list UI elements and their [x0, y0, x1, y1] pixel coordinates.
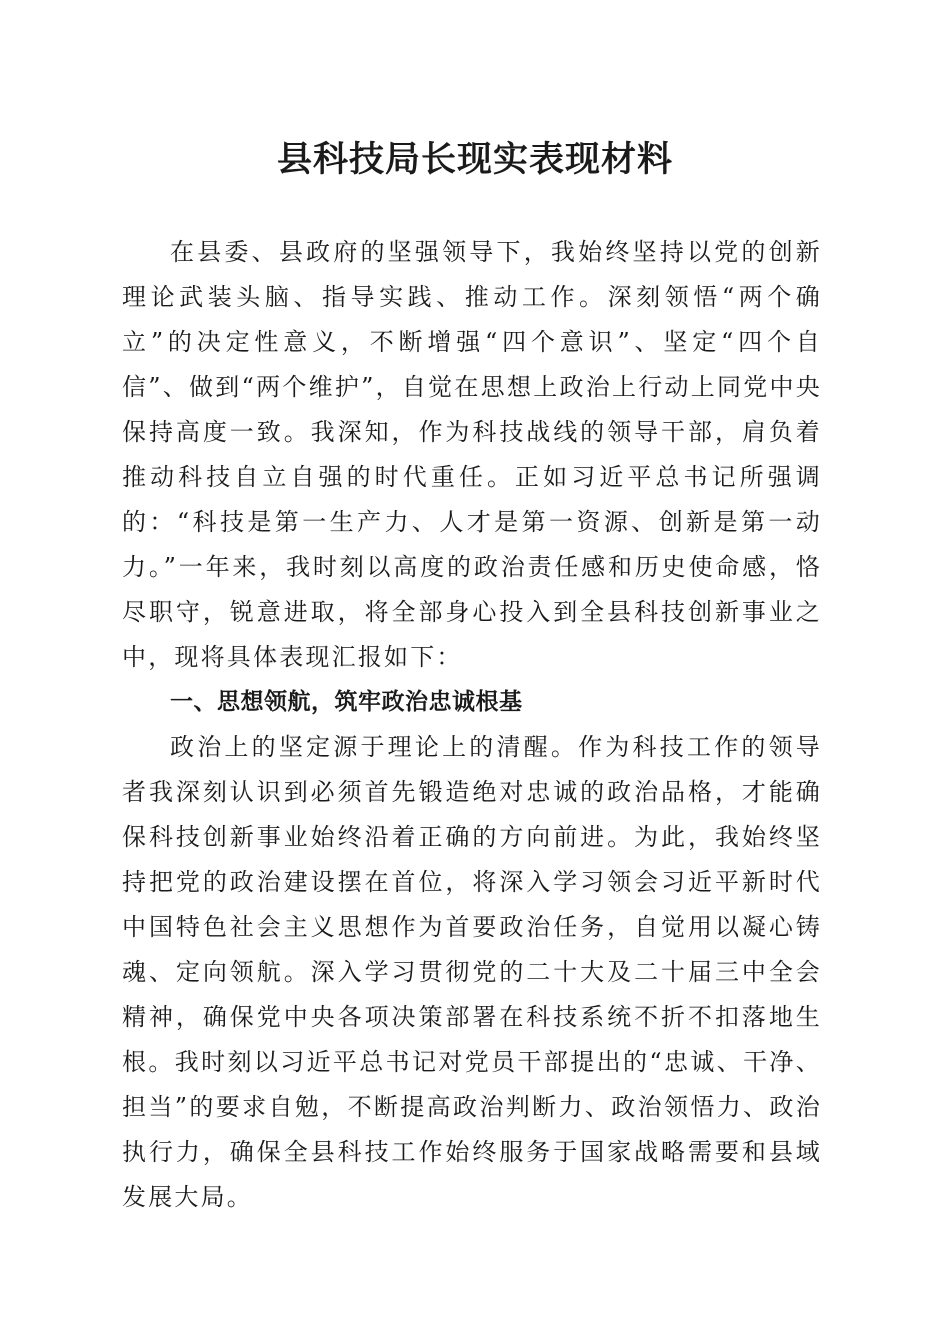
intro-paragraph: 在县委、县政府的坚强领导下，我始终坚持以党的创新理论武装头脑、指导实践、推动工作。深刻领悟“两个确立”的决定性意义，不断增强“四个意识”、坚定“四个自信”、做到“两个维护”，自觉在思想上政治上行动上同党中央保持高度一致。我深知，作为科技战线的领导干部，肩负着推动科技自立自强的时代重任。正如习近平总书记所强调的：“科技是第一生产力、人才是第一资源、创新是第一动力。”一年来，我时刻以高度的政治责任感和历史使命感，恪尽职守，锐意进取，将全部身心投入到全县科技创新事业之中，现将具体表现汇报如下：	[122, 238, 822, 671]
document-title: 县科技局长现实表现材料	[276, 139, 673, 180]
section-heading: 一、思想领航，筑牢政治忠诚根基	[170, 689, 523, 715]
section-paragraph: 政治上的坚定源于理论上的清醒。作为科技工作的领导者我深刻认识到必须首先锻造绝对忠诚的政治品格，才能确保科技创新事业始终沿着正确的方向前进。为此，我始终坚持把党的政治建设摆在首位，将深入学习领会习近平新时代中国特色社会主义思想作为首要政治任务，自觉用以凝心铸魂、定向领航。深入学习贯彻党的二十大及二十届三中全会精神，确保党中央各项决策部署在科技系统不折不扣落地生根。我时刻以习近平总书记对党员干部提出的“忠诚、干净、担当”的要求自勉，不断提高政治判断力、政治领悟力、政治执行力，确保全县科技工作始终服务于国家战略需要和县域发展大局。	[122, 733, 822, 1211]
document-body	[122, 230, 822, 1220]
